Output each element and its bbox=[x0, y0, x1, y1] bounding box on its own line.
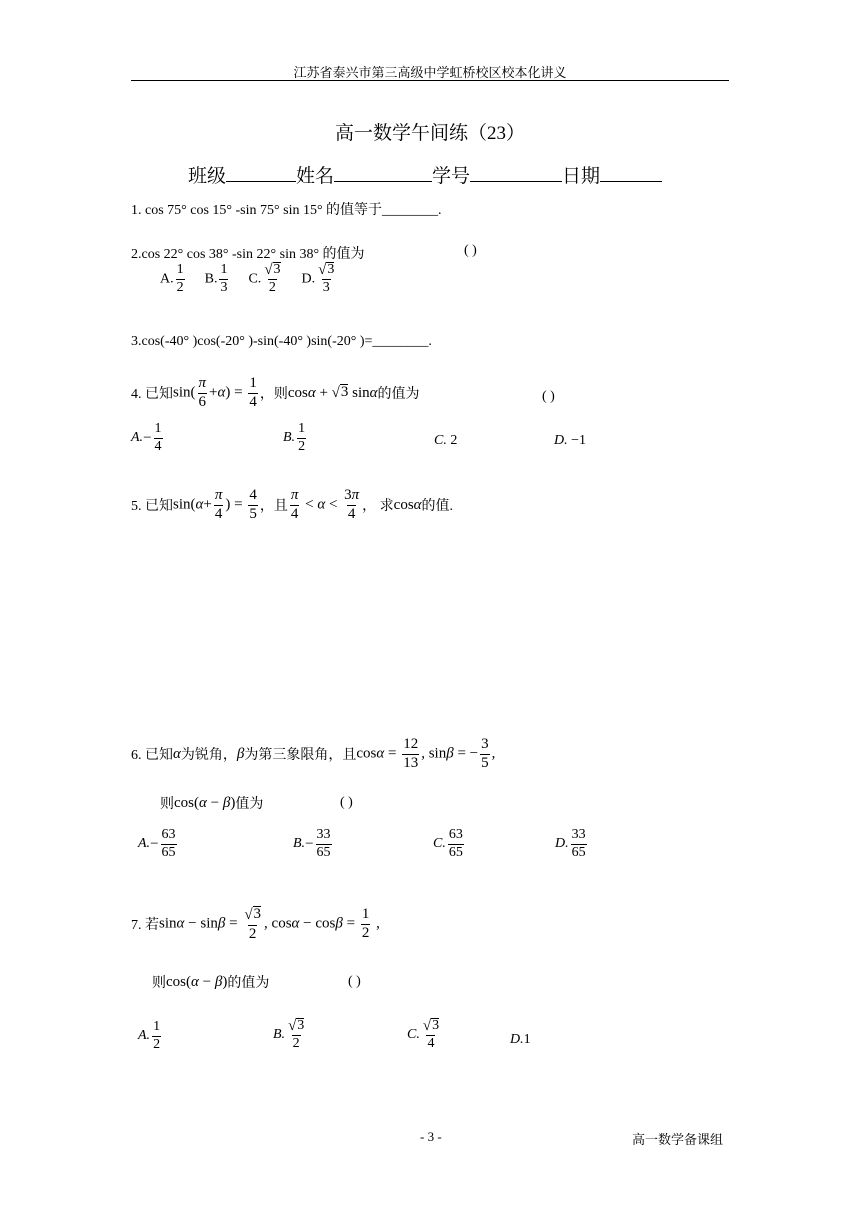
q5-target: cosα bbox=[393, 496, 422, 513]
date-label: 日期 bbox=[562, 166, 601, 187]
page-title: 高一数学午间练（23） bbox=[334, 123, 525, 144]
q4-suffix: 的值为 bbox=[377, 387, 420, 403]
question-1: 1. cos 75° cos 15° -sin 75° sin 15° 的值等于________. bbox=[131, 203, 442, 218]
q6-beta: β bbox=[236, 745, 245, 762]
q2-option-a[interactable]: A. $\frac{1}{2}$ bbox=[160, 261, 184, 295]
q6-line-2 bbox=[160, 793, 263, 813]
q5-prefix: 5. 已知 bbox=[131, 499, 173, 515]
question-3: 3.cos(-40° )cos(-20° )-sin(-40° )sin(-20° )=________. bbox=[131, 334, 432, 349]
q2-option-d[interactable]: D. √ 3 3 bbox=[301, 261, 335, 296]
q5-range: $\frac{\pi}{4}$ < α < $\frac{3\pi}{4}$ bbox=[290, 487, 360, 522]
question-4 bbox=[131, 376, 420, 411]
question-7 bbox=[131, 906, 380, 942]
q7-expression: cos(α − β) bbox=[166, 973, 228, 990]
q6-option-d[interactable]: D. $\frac{33}{65}$ bbox=[555, 827, 586, 860]
q5-mid: ，且 bbox=[259, 499, 288, 515]
page-number: - 3 - bbox=[420, 1129, 442, 1144]
header-rule bbox=[131, 80, 729, 81]
q4-formula: sin( $\frac{\pi}{6}$ +α) = $\frac{1}{4}$ bbox=[173, 375, 257, 410]
q6-expression: cos(α − β) bbox=[174, 794, 236, 811]
question-6 bbox=[131, 737, 495, 772]
q2-option-c[interactable]: C. √ 3 2 bbox=[248, 261, 281, 296]
q6-alpha: α bbox=[173, 745, 181, 762]
q6-option-a[interactable]: A. − $\frac{63}{65}$ bbox=[138, 827, 176, 860]
q7-option-b[interactable]: B. √ 3 2 bbox=[273, 1017, 305, 1052]
q6-text-1: 为锐角， bbox=[180, 748, 237, 764]
q4-mid: ，则 bbox=[259, 387, 288, 403]
number-blank[interactable] bbox=[470, 163, 562, 182]
q6-prefix: 6. 已知 bbox=[131, 748, 173, 764]
question-2: 2.cos 22° cos 38° -sin 22° sin 38° 的值为 bbox=[131, 247, 365, 262]
q6-text-2: 为第三象限角，且 bbox=[244, 748, 357, 764]
q6-answer-paren[interactable]: ( ) bbox=[340, 795, 353, 810]
q4-prefix: 4. 已知 bbox=[131, 387, 173, 403]
q7-answer-paren[interactable]: ( ) bbox=[348, 974, 361, 989]
q6-line2-prefix: 则 bbox=[160, 797, 174, 812]
q4-options bbox=[131, 422, 731, 466]
question-5 bbox=[131, 488, 453, 523]
student-info-row bbox=[188, 161, 662, 188]
page-header: 江苏省泰兴市第三高级中学虹桥校区校本化讲义 bbox=[293, 65, 567, 80]
q2-options bbox=[160, 262, 337, 296]
date-blank[interactable] bbox=[600, 163, 662, 182]
q4-answer-paren[interactable]: ( ) bbox=[542, 389, 555, 404]
q6-line2-suffix: 值为 bbox=[235, 797, 264, 812]
q4-option-c[interactable]: C. 2 bbox=[434, 433, 458, 448]
class-blank[interactable] bbox=[226, 163, 296, 182]
q7-option-d[interactable]: D.1 bbox=[510, 1032, 531, 1047]
q4-option-b[interactable]: B. $\frac{1}{2}$ bbox=[283, 421, 306, 454]
q7-formula: sinα − sinβ = √ 3 2 , cosα − cosβ = $\frac{1}{2}$ , bbox=[159, 905, 380, 942]
q4-expression: cosα + √ 3 sinα bbox=[287, 384, 378, 402]
q7-line2-prefix: 则 bbox=[152, 976, 166, 991]
q6-formula: cosα = $\frac{12}{13}$ , sinβ = − $\frac{3}{5}$ , bbox=[356, 736, 496, 771]
footer-group: 高一数学备课组 bbox=[632, 1132, 724, 1147]
number-label: 学号 bbox=[432, 166, 471, 187]
q5-formula: sin(α+ $\frac{\pi}{4}$ ) = $\frac{4}{5}$ bbox=[173, 487, 257, 522]
q7-options bbox=[138, 1018, 738, 1066]
q6-option-c[interactable]: C. $\frac{63}{65}$ bbox=[433, 827, 463, 860]
name-blank[interactable] bbox=[334, 163, 432, 182]
q4-option-a[interactable]: A. − $\frac{1}{4}$ bbox=[131, 421, 162, 454]
q7-prefix: 7. 若 bbox=[131, 918, 159, 934]
q4-option-d[interactable]: D. −1 bbox=[554, 433, 587, 448]
q5-suffix: ， 求 bbox=[362, 499, 394, 515]
q6-option-b[interactable]: B. − $\frac{33}{65}$ bbox=[293, 827, 331, 860]
q7-option-c[interactable]: C. √ 3 4 bbox=[407, 1017, 440, 1052]
q7-line-2 bbox=[152, 972, 269, 992]
q7-option-a[interactable]: A. $\frac{1}{2}$ bbox=[138, 1019, 161, 1052]
q2-option-b[interactable]: B. $\frac{1}{3}$ bbox=[204, 261, 228, 295]
q5-end: 的值. bbox=[421, 499, 454, 515]
q7-line2-suffix: 的值为 bbox=[227, 976, 270, 991]
class-label: 班级 bbox=[188, 166, 227, 187]
q6-options bbox=[138, 828, 738, 872]
q2-answer-paren[interactable]: ( ) bbox=[464, 243, 477, 258]
name-label: 姓名 bbox=[296, 166, 335, 187]
